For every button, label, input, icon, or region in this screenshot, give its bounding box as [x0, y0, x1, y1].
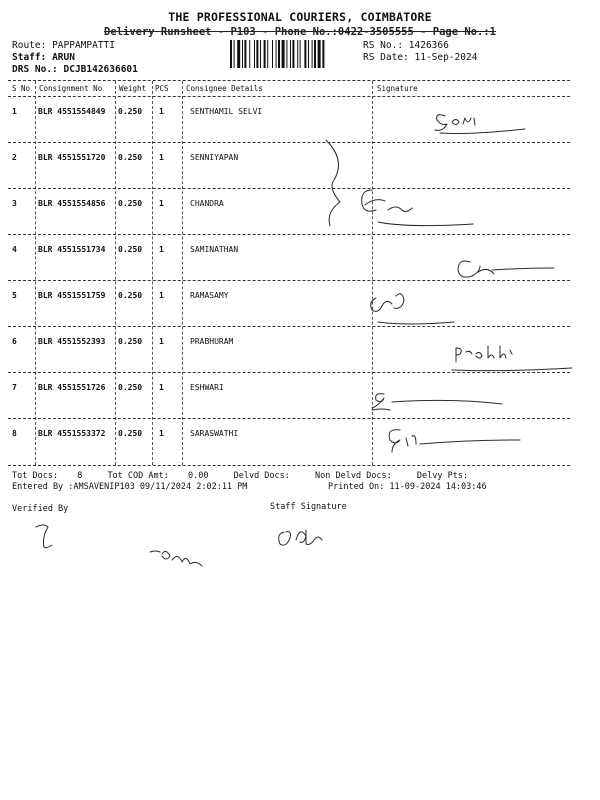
consignee-cell: SENTHAMIL SELVI [190, 107, 263, 116]
pcs-cell: 1 [159, 291, 164, 300]
pcs-cell: 1 [159, 383, 164, 392]
sno-cell: 5 [12, 291, 17, 300]
weight-cell: 0.250 [118, 291, 143, 300]
pcs-cell: 1 [159, 199, 164, 208]
tot-cod-value: 0.00 [187, 471, 209, 481]
runsheet-subtitle: Delivery Runsheet - P103 - Phone No.:0422-3505555 - Page No.:1 [104, 26, 496, 38]
staff-signature-label: Staff Signature [270, 502, 347, 512]
totals-line [12, 471, 468, 481]
sno-cell: 3 [12, 199, 17, 208]
rs-no-label: RS No.: [363, 40, 404, 51]
signature-row-7 [372, 394, 502, 410]
pcs-cell: 1 [159, 337, 164, 346]
consignment-cell: BLR 4551551726 [38, 383, 106, 392]
signature-row-3 [362, 190, 473, 226]
tot-cod-label: Tot COD Amt: [107, 471, 169, 481]
rs-date-value: 11-Sep-2024 [414, 52, 478, 63]
entered-by-line: Entered By :AMSAVENIP103 09/11/2024 2:02:11 PM [12, 482, 248, 492]
column-header-pcs: PCS [155, 84, 169, 93]
weight-cell: 0.250 [118, 383, 143, 392]
consignee-cell: RAMASAMY [190, 291, 229, 300]
signature-row-4 [458, 261, 554, 277]
signature-row-5 [371, 294, 454, 324]
weight-cell: 0.250 [118, 245, 143, 254]
footer-scribble [150, 551, 202, 566]
signature-brace [326, 140, 340, 226]
tot-docs-label: Tot Docs: [12, 471, 59, 481]
consignment-cell: BLR 4551552393 [38, 337, 106, 346]
staff-signature-mark [279, 530, 322, 545]
pcs-cell: 1 [159, 107, 164, 116]
consignee-cell: SENNIYAPAN [190, 153, 239, 162]
consignment-cell: BLR 4551553372 [38, 429, 106, 438]
signature-row-6 [452, 346, 572, 371]
signature-row-8 [389, 430, 520, 452]
consignee-cell: CHANDRA [190, 199, 224, 208]
weight-cell: 0.250 [118, 153, 143, 162]
pcs-cell: 1 [159, 245, 164, 254]
delvd-docs-label: Delvd Docs: [233, 471, 290, 481]
column-header-sno: S No [12, 84, 31, 93]
rs-date-label: RS Date: [363, 52, 409, 63]
consignee-cell: ESHWARI [190, 383, 224, 392]
weight-cell: 0.250 [118, 107, 143, 116]
delvy-pts-label: Delvy Pts: [416, 471, 469, 481]
document-title: THE PROFESSIONAL COURIERS, COIMBATORE [168, 10, 432, 24]
column-header-consignee: Consignee Details [186, 84, 263, 93]
column-header-weight: Weight [119, 84, 147, 93]
weight-cell: 0.250 [118, 199, 143, 208]
consignment-cell: BLR 4551551759 [38, 291, 106, 300]
sno-cell: 4 [12, 245, 17, 254]
staff-value: ARUN [52, 52, 75, 63]
consignment-cell: BLR 4551554856 [38, 199, 106, 208]
sno-cell: 8 [12, 429, 17, 438]
consignment-cell: BLR 4551551720 [38, 153, 106, 162]
route-label: Route: [12, 40, 47, 51]
drs-label: DRS No.: [12, 64, 58, 75]
route-value: PAPPAMPATTI [52, 40, 115, 51]
sno-cell: 1 [12, 107, 17, 116]
tot-docs-value: 8 [77, 471, 83, 481]
non-delvd-docs-label: Non Delvd Docs: [315, 471, 392, 481]
signature-row-1 [435, 115, 525, 134]
consignment-cell: BLR 4551554849 [38, 107, 106, 116]
weight-cell: 0.250 [118, 337, 143, 346]
column-header-consignment: Consignment No [39, 84, 103, 93]
verified-by-mark [36, 525, 52, 548]
column-header-signature: Signature [377, 84, 418, 93]
consignment-cell: BLR 4551551734 [38, 245, 106, 254]
consignee-cell: SARASWATHI [190, 429, 239, 438]
sno-cell: 6 [12, 337, 17, 346]
verified-by-label: Verified By [12, 504, 69, 514]
weight-cell: 0.250 [118, 429, 143, 438]
sno-cell: 7 [12, 383, 17, 392]
consignee-cell: PRABHURAM [190, 337, 234, 346]
rs-no-value: 1426366 [408, 40, 449, 51]
pcs-cell: 1 [159, 153, 164, 162]
staff-label: Staff: [12, 52, 47, 63]
pcs-cell: 1 [159, 429, 164, 438]
printed-on-line: Printed On: 11-09-2024 14:03:46 [328, 482, 487, 492]
sno-cell: 2 [12, 153, 17, 162]
consignee-cell: SAMINATHAN [190, 245, 239, 254]
drs-value: DCJB142636601 [63, 64, 138, 75]
